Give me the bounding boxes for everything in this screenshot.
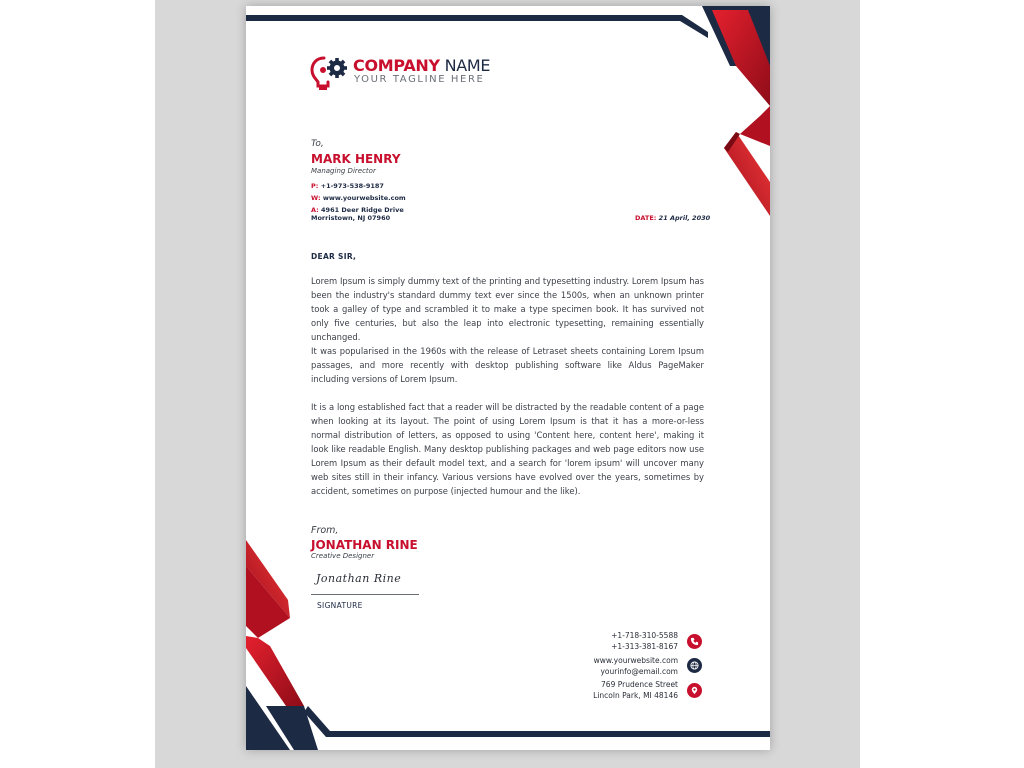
letterhead-page [246, 6, 770, 750]
company-tagline: YOUR TAGLINE HERE [354, 74, 485, 85]
recipient-address [311, 206, 404, 214]
date-value: 21 April, 2030 [658, 214, 711, 222]
contact-phone-2: +1-313-381-8167 [611, 642, 678, 651]
recipient-address-key: A: [311, 206, 319, 214]
contact-phones [611, 630, 678, 652]
recipient-phone [311, 182, 384, 190]
sender-title: Creative Designer [311, 552, 375, 560]
location-pin-icon [687, 683, 702, 698]
company-name-strong: COMPANY [353, 56, 440, 75]
date-label: DATE: [635, 214, 657, 222]
from-label: From, [311, 525, 339, 536]
company-name [353, 56, 490, 75]
sender-name: JONATHAN RINE [311, 538, 418, 552]
contact-website: www.yourwebsite.com [593, 656, 678, 665]
handwritten-signature: Jonathan Rine [316, 572, 402, 585]
recipient-address-line1: 4961 Deer Ridge Drive [321, 206, 404, 214]
to-label: To, [311, 139, 324, 149]
signature-line [311, 594, 419, 595]
contact-online [594, 655, 678, 677]
signature-label: SIGNATURE [317, 601, 363, 610]
recipient-name: MARK HENRY [311, 152, 401, 166]
recipient-web-value: www.yourwebsite.com [322, 194, 406, 202]
recipient-address-line2: Morristown, NJ 07960 [311, 214, 391, 222]
contact-email: yourinfo@email.com [600, 667, 678, 676]
recipient-phone-key: P: [311, 182, 319, 190]
company-name-rest: NAME [439, 56, 491, 75]
recipient-web-key: W: [311, 194, 321, 202]
body-paragraph-1: Lorem Ipsum is simply dummy text of the printing and typesetting industry. Lorem Ipsum has been the industry's standard dummy text ever since the 1500s, when an unknown printer took a galley of type and scrambled it to make a type specimen book. It has survived not only five centuries, but also the leap into electronic typesetting, remaining essentially unchanged. [311, 276, 704, 342]
top-right-ribbon-fold [740, 106, 770, 146]
globe-icon [687, 658, 702, 673]
contact-address [593, 679, 678, 701]
body-paragraph-3: It is a long established fact that a reader will be distracted by the readable content of a page when looking at its layout. The point of using Lorem Ipsum is that it has a more-or-less normal distribution of letters, as opposed to using 'Content here, content here', making it look like readable English. Many desktop publishing packages and web page editors now use Lorem Ipsum as their default model text, and a search for 'lorem ipsum' will uncover many web sites still in their infancy. Various versions have evolved over the years, sometimes by accident, sometimes on purpose (injected humour and the like). [311, 402, 704, 496]
phone-icon [687, 634, 702, 649]
top-border-bar [246, 15, 708, 38]
lightbulb-gear-icon [310, 52, 352, 92]
bottom-left-ribbon-lower [246, 636, 304, 706]
body-paragraph-2: It was popularised in the 1960s with the release of Letraset sheets containing Lorem Ipsum passages, and more recently with desktop publishing software like Aldus PageMaker including versions of Lorem Ipsum. [311, 346, 704, 384]
bottom-border-bar [304, 706, 770, 737]
contact-address-line1: 769 Prudence Street [601, 680, 678, 689]
recipient-phone-value: +1-973-538-9187 [320, 182, 384, 190]
recipient-website [311, 194, 406, 202]
contact-phone-1: +1-718-310-5588 [611, 631, 678, 640]
letter-date [635, 214, 710, 222]
contact-address-line2: Lincoln Park, MI 48146 [593, 691, 678, 700]
recipient-title: Managing Director [311, 167, 376, 175]
salutation: DEAR SIR, [311, 252, 357, 261]
